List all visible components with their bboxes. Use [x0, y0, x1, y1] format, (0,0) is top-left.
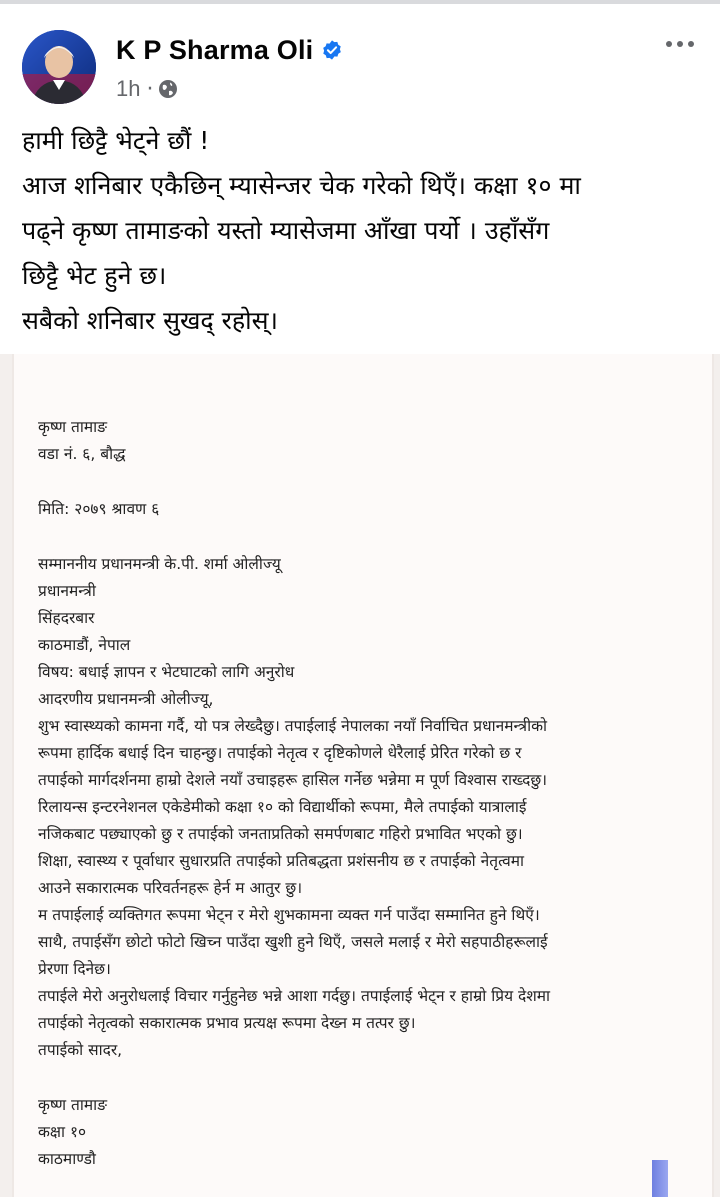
- post-timestamp[interactable]: 1h: [116, 76, 141, 101]
- more-dot: [677, 41, 683, 47]
- caption-line: आज शनिबार एकैछिन् म्यासेन्जर चेक गरेको थिएँ। कक्षा १० मा: [22, 171, 581, 200]
- more-dot: [688, 41, 694, 47]
- caption-line: सबैको शनिबार सुखद् रहोस्।: [22, 306, 278, 335]
- post-caption: [22, 118, 702, 343]
- caption-line: पढ्ने कृष्ण तामाङको यस्तो म्यासेजमा आँखा पर्यो । उहाँसँग: [22, 216, 550, 245]
- letter-body-line: शिक्षा, स्वास्थ्य र पूर्वाधार सुधारप्रति तपाईको प्रतिबद्धता प्रशंसनीय छ र तपाईको नेतृत्वमा: [38, 852, 525, 870]
- letter-closing: तपाईको सादर,: [38, 1041, 123, 1059]
- author-name[interactable]: K P Sharma Oli: [116, 34, 314, 65]
- post-meta: [116, 74, 178, 104]
- globe-icon[interactable]: [158, 79, 178, 99]
- letter-salutation: आदरणीय प्रधानमन्त्री ओलीज्यू,: [38, 690, 214, 708]
- author-row: [116, 30, 343, 70]
- letter-body-line: नजिकबाट पछ्याएको छु र तपाईको जनताप्रतिको समर्पणबाट गहिरो प्रभावित भएको छु।: [38, 825, 523, 843]
- letter-signoff-line: कृष्ण तामाङ: [38, 1096, 108, 1114]
- letter-body-line: तपाईले मेरो अनुरोधलाई विचार गर्नुहुनेछ भन्ने आशा गर्दछु। तपाईलाई भेट्न र हाम्रो प्रिय देशमा: [38, 987, 551, 1005]
- caption-line: छिट्टै भेट हुने छ।: [22, 261, 167, 290]
- letter-recipient-line: सिंहदरबार: [38, 609, 95, 627]
- letter-subject: विषय: बधाई ज्ञापन र भेटघाटको लागि अनुरोध: [38, 663, 295, 681]
- more-options-icon[interactable]: [658, 32, 702, 56]
- more-dot: [666, 41, 672, 47]
- caption-line: हामी छिट्टै भेट्ने छौं !: [22, 126, 210, 155]
- letter-recipient-line: सम्माननीय प्रधानमन्त्री के.पी. शर्मा ओलीज्यू: [38, 555, 281, 573]
- letter-signoff-line: कक्षा १०: [38, 1123, 87, 1141]
- meta-separator: ·: [146, 76, 154, 102]
- letter-sender-name: कृष्ण तामाङ: [38, 418, 108, 436]
- letter-body-line: प्रेरणा दिनेछ।: [38, 960, 111, 978]
- letter-body-line: आउने सकारात्मक परिवर्तनहरू हेर्न म आतुर छु।: [38, 879, 303, 897]
- post-header: [0, 4, 720, 108]
- letter-body-line: तपाईको मार्गदर्शनमा हाम्रो देशले नयाँ उचाइहरू हासिल गर्नेछ भन्नेमा म पूर्ण विश्वास राख्दछु।: [38, 771, 548, 789]
- letter-date: मिति: २०७९ श्रावण ६: [38, 500, 160, 518]
- author-avatar[interactable]: [22, 30, 96, 104]
- verified-badge-icon: [321, 39, 343, 61]
- image-edge-mark: [652, 1160, 668, 1197]
- letter-recipient-line: प्रधानमन्त्री: [38, 582, 96, 600]
- letter-body-line: रूपमा हार्दिक बधाई दिन चाहन्छु। तपाईको नेतृत्व र दृष्टिकोणले धेरैलाई प्रेरित गरेको छ र: [38, 744, 522, 762]
- letter-body-line: तपाईको नेतृत्वको सकारात्मक प्रभाव प्रत्यक्ष रूपमा देख्न म तत्पर छु।: [38, 1014, 416, 1032]
- letter-signoff-line: काठमाण्डौ: [38, 1150, 96, 1168]
- letter-recipient-line: काठमाडौं, नेपाल: [38, 636, 131, 654]
- letter-body-line: साथै, तपाईसँग छोटो फोटो खिच्न पाउँदा खुशी हुने थिएँ, जसले मलाई र मेरो सहपाठीहरूलाई: [38, 933, 548, 951]
- letter-body-line: शुभ स्वास्थ्यको कामना गर्दै, यो पत्र लेख्दैछु। तपाईलाई नेपालका नयाँ निर्वाचित प्रधानमन्त्रीको: [38, 717, 548, 735]
- letter-sender-address: वडा नं. ६, बौद्ध: [38, 445, 126, 463]
- letter-body-line: म तपाईलाई व्यक्तिगत रूपमा भेट्न र मेरो शुभकामना व्यक्त गर्न पाउँदा सम्मानित हुने थिएँ।: [38, 906, 540, 924]
- letter-body-line: रिलायन्स इन्टरनेशनल एकेडेमीको कक्षा १० को विद्यार्थीको रूपमा, मैले तपाईको यात्रालाई: [38, 798, 527, 816]
